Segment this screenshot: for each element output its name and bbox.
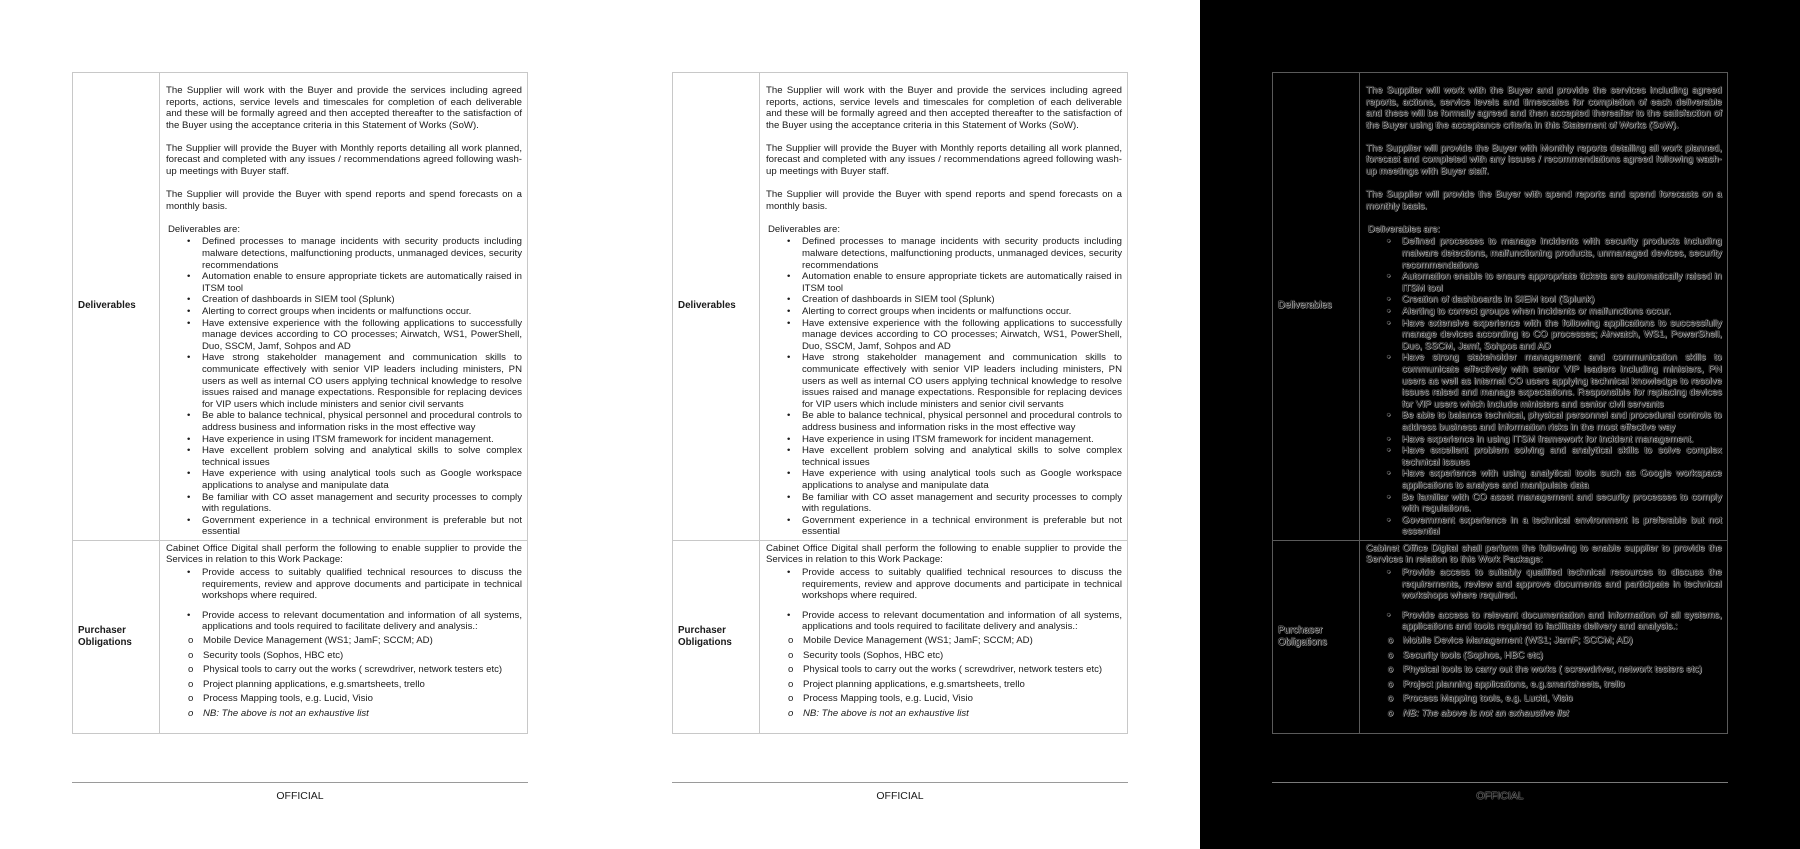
deliverable-item: • Government experience in a technical environment is preferable but not essential (786, 515, 1122, 538)
purchaser-item: • Provide access to suitably qualified technical resources to discuss the requirements, review and approve documents and participate in technical workshops where required. (786, 567, 1122, 602)
deliverable-item: • Alerting to correct groups when incidents or malfunctions occur. (786, 306, 1122, 318)
footer-classification: OFFICIAL (276, 790, 324, 802)
deliverable-item: • Have strong stakeholder management and communication skills to communicate effectively with senior VIP leaders including ministers, PN users as well as internal CO users applying technical knowledge to resolve issues raised and manage expectations. Responsible for replacing devices for VIP users which include ministers and senior civil servants (786, 352, 1122, 410)
deliverables-paragraph: The Supplier will provide the Buyer with spend reports and spend forecasts on a monthly basis. (166, 189, 522, 212)
purchaser-content (1360, 540, 1728, 733)
deliverable-item: • Have strong stakeholder management and communication skills to communicate effectively with senior VIP leaders including ministers, PN users as well as internal CO users applying technical knowledge to resolve issues raised and manage expectations. Responsible for replacing devices for VIP users which include ministers and senior civil servants (186, 352, 522, 410)
purchaser-item: • Provide access to suitably qualified technical resources to discuss the requirements, review and approve documents and participate in technical workshops where required. (1386, 567, 1722, 602)
footer-divider (672, 782, 1128, 783)
purchaser-subitem: o Mobile Device Management (WS1; JamF; SCCM; AD) (188, 635, 522, 647)
deliverable-item: • Be familiar with CO asset management and security processes to comply with regulations. (186, 492, 522, 515)
deliverable-item: • Be familiar with CO asset management and security processes to comply with regulations. (1386, 492, 1722, 515)
deliverable-item: • Have extensive experience with the following applications to successfully manage devices according to CO processes; Airwatch, WS1, PowerShell, Duo, SSCM, Jamf, Sohpos and AD (186, 318, 522, 353)
purchaser-item: • Provide access to suitably qualified technical resources to discuss the requirements, review and approve documents and participate in technical workshops where required. (186, 567, 522, 602)
deliverable-item: • Have excellent problem solving and analytical skills to solve complex technical issues (186, 445, 522, 468)
sow-table (1272, 72, 1728, 734)
deliverables-list (1386, 236, 1722, 537)
purchaser-subitem: o Process Mapping tools, e.g. Lucid, Visio (1388, 693, 1722, 705)
deliverable-item: • Have extensive experience with the following applications to successfully manage devices according to CO processes; Airwatch, WS1, PowerShell, Duo, SSCM, Jamf, Sohpos and AD (786, 318, 1122, 353)
deliverable-item: • Government experience in a technical environment is preferable but not essential (1386, 515, 1722, 538)
purchaser-item-text: Provide access to relevant documentation and information of all systems, applications and tools required to facilitate delivery and analysis.: (1402, 609, 1722, 633)
deliverable-item: • Have excellent problem solving and analytical skills to solve complex technical issues (1386, 445, 1722, 468)
purchaser-subitem-note: o NB: The above is not an exhaustive list (1388, 708, 1722, 720)
purchaser-sublist (1388, 635, 1722, 720)
purchaser-content (160, 540, 528, 733)
deliverables-paragraph: The Supplier will work with the Buyer and provide the services including agreed reports, actions, service levels and timescales for completion of each deliverable and these will be formally agreed and then accepted thereafter to the satisfaction of the Buyer using the acceptance criteria in this Statement of Works (SoW). (766, 85, 1122, 131)
purchaser-item (186, 610, 522, 633)
deliverable-item: • Defined processes to manage incidents with security products including malware detections, malfunctioning products, unmanaged devices, security recommendations (186, 236, 522, 271)
deliverables-row (73, 73, 528, 541)
deliverable-item: • Have experience with using analytical tools such as Google workspace applications to analyse and manipulate data (786, 468, 1122, 491)
purchaser-subitem: o Process Mapping tools, e.g. Lucid, Visio (788, 693, 1122, 705)
purchaser-subitem: o Process Mapping tools, e.g. Lucid, Visio (188, 693, 522, 705)
deliverable-item: • Be able to balance technical, physical personnel and procedural controls to address business and information risks in the most effective way (186, 410, 522, 433)
document-page-original (0, 0, 600, 849)
deliverables-list (786, 236, 1122, 537)
deliverables-content (160, 73, 528, 541)
deliverable-item: • Alerting to correct groups when incidents or malfunctions occur. (1386, 306, 1722, 318)
purchaser-subitem: o Project planning applications, e.g.smartsheets, trello (1388, 679, 1722, 691)
purchaser-label: Purchaser Obligations (1273, 540, 1360, 733)
deliverable-item: • Alerting to correct groups when incidents or malfunctions occur. (186, 306, 522, 318)
deliverable-item: • Have experience with using analytical tools such as Google workspace applications to analyse and manipulate data (186, 468, 522, 491)
purchaser-subitem: o Project planning applications, e.g.smartsheets, trello (788, 679, 1122, 691)
deliverable-item: • Defined processes to manage incidents with security products including malware detections, malfunctioning products, unmanaged devices, security recommendations (1386, 236, 1722, 271)
purchaser-item (1386, 610, 1722, 633)
deliverable-item: • Defined processes to manage incidents with security products including malware detections, malfunctioning products, unmanaged devices, security recommendations (786, 236, 1122, 271)
deliverable-item: • Creation of dashboards in SIEM tool (Splunk) (786, 294, 1122, 306)
purchaser-subitem: o Physical tools to carry out the works ( screwdriver, network testers etc) (788, 664, 1122, 676)
deliverable-item: • Creation of dashboards in SIEM tool (Splunk) (1386, 294, 1722, 306)
deliverables-heading: Deliverables are: (768, 223, 840, 235)
deliverables-heading: Deliverables are: (168, 223, 240, 235)
purchaser-content (760, 540, 1128, 733)
purchaser-subitem: o Project planning applications, e.g.smartsheets, trello (188, 679, 522, 691)
deliverables-label: Deliverables (1273, 73, 1360, 541)
deliverable-item: • Be able to balance technical, physical personnel and procedural controls to address business and information risks in the most effective way (1386, 410, 1722, 433)
deliverables-paragraph: The Supplier will provide the Buyer with Monthly reports detailing all work planned, forecast and completed with any issues / recommendations agreed following wash-up meetings with Buyer staff. (1366, 142, 1722, 178)
deliverables-paragraph: The Supplier will provide the Buyer with Monthly reports detailing all work planned, forecast and completed with any issues / recommendations agreed following wash-up meetings with Buyer staff. (166, 142, 522, 178)
deliverable-item: • Have experience with using analytical tools such as Google workspace applications to analyse and manipulate data (1386, 468, 1722, 491)
sow-table (672, 72, 1128, 734)
deliverables-row (1273, 73, 1728, 541)
purchaser-subitem: o Mobile Device Management (WS1; JamF; SCCM; AD) (788, 635, 1122, 647)
sow-table (72, 72, 528, 734)
purchaser-subitem: o Physical tools to carry out the works ( screwdriver, network testers etc) (188, 664, 522, 676)
purchaser-row (673, 540, 1128, 733)
deliverables-heading: Deliverables are: (1368, 223, 1440, 235)
document-page-edge-view (1200, 0, 1800, 849)
purchaser-list (786, 567, 1122, 633)
deliverables-paragraph: The Supplier will provide the Buyer with spend reports and spend forecasts on a monthly basis. (766, 189, 1122, 212)
purchaser-sublist (788, 635, 1122, 720)
purchaser-item (786, 610, 1122, 633)
deliverables-label: Deliverables (73, 73, 160, 541)
purchaser-list (186, 567, 522, 633)
purchaser-item-text: Provide access to relevant documentation and information of all systems, applications and tools required to facilitate delivery and analysis.: (202, 609, 522, 633)
purchaser-intro: Cabinet Office Digital shall perform the following to enable supplier to provide the Services in relation to this Work Package: (766, 542, 1122, 566)
footer-classification: OFFICIAL (1476, 790, 1524, 802)
deliverables-content (760, 73, 1128, 541)
purchaser-intro: Cabinet Office Digital shall perform the following to enable supplier to provide the Services in relation to this Work Package: (166, 542, 522, 566)
purchaser-subitem: o Physical tools to carry out the works ( screwdriver, network testers etc) (1388, 664, 1722, 676)
purchaser-list (1386, 567, 1722, 633)
deliverable-item: • Have excellent problem solving and analytical skills to solve complex technical issues (786, 445, 1122, 468)
document-page-copy (600, 0, 1200, 849)
deliverables-paragraph: The Supplier will provide the Buyer with spend reports and spend forecasts on a monthly basis. (1366, 189, 1722, 212)
purchaser-subitem-note: o NB: The above is not an exhaustive list (788, 708, 1122, 720)
deliverable-item: • Be able to balance technical, physical personnel and procedural controls to address business and information risks in the most effective way (786, 410, 1122, 433)
deliverable-item: • Have experience in using ITSM framework for incident management. (1386, 434, 1722, 446)
footer-classification: OFFICIAL (876, 790, 924, 802)
purchaser-label: Purchaser Obligations (73, 540, 160, 733)
deliverable-item: • Have experience in using ITSM framework for incident management. (186, 434, 522, 446)
purchaser-sublist (188, 635, 522, 720)
deliverable-item: • Have extensive experience with the following applications to successfully manage devices according to CO processes; Airwatch, WS1, PowerShell, Duo, SSCM, Jamf, Sohpos and AD (1386, 318, 1722, 353)
footer-divider (72, 782, 528, 783)
purchaser-subitem: o Security tools (Sophos, HBC etc) (188, 650, 522, 662)
footer-divider (1272, 782, 1728, 783)
deliverables-paragraph: The Supplier will work with the Buyer and provide the services including agreed reports, actions, service levels and timescales for completion of each deliverable and these will be formally agreed and then accepted thereafter to the satisfaction of the Buyer using the acceptance criteria in this Statement of Works (SoW). (1366, 85, 1722, 131)
deliverable-item: • Have experience in using ITSM framework for incident management. (786, 434, 1122, 446)
deliverable-item: • Have strong stakeholder management and communication skills to communicate effectively with senior VIP leaders including ministers, PN users as well as internal CO users applying technical knowledge to resolve issues raised and manage expectations. Responsible for replacing devices for VIP users which include ministers and senior civil servants (1386, 352, 1722, 410)
purchaser-label: Purchaser Obligations (673, 540, 760, 733)
deliverable-item: • Automation enable to ensure appropriate tickets are automatically raised in ITSM tool (186, 271, 522, 294)
deliverable-item: • Automation enable to ensure appropriate tickets are automatically raised in ITSM tool (786, 271, 1122, 294)
deliverable-item: • Automation enable to ensure appropriate tickets are automatically raised in ITSM tool (1386, 271, 1722, 294)
deliverables-content (1360, 73, 1728, 541)
deliverable-item: • Government experience in a technical environment is preferable but not essential (186, 515, 522, 538)
purchaser-row (1273, 540, 1728, 733)
purchaser-subitem-note: o NB: The above is not an exhaustive list (188, 708, 522, 720)
deliverables-paragraph: The Supplier will work with the Buyer and provide the services including agreed reports, actions, service levels and timescales for completion of each deliverable and these will be formally agreed and then accepted thereafter to the satisfaction of the Buyer using the acceptance criteria in this Statement of Works (SoW). (166, 85, 522, 131)
deliverable-item: • Be familiar with CO asset management and security processes to comply with regulations. (786, 492, 1122, 515)
purchaser-subitem: o Security tools (Sophos, HBC etc) (788, 650, 1122, 662)
deliverables-row (673, 73, 1128, 541)
deliverables-label: Deliverables (673, 73, 760, 541)
purchaser-item-text: Provide access to relevant documentation and information of all systems, applications and tools required to facilitate delivery and analysis.: (802, 609, 1122, 633)
purchaser-subitem: o Security tools (Sophos, HBC etc) (1388, 650, 1722, 662)
purchaser-row (73, 540, 528, 733)
deliverables-list (186, 236, 522, 537)
purchaser-subitem: o Mobile Device Management (WS1; JamF; SCCM; AD) (1388, 635, 1722, 647)
deliverables-paragraph: The Supplier will provide the Buyer with Monthly reports detailing all work planned, forecast and completed with any issues / recommendations agreed following wash-up meetings with Buyer staff. (766, 142, 1122, 178)
deliverable-item: • Creation of dashboards in SIEM tool (Splunk) (186, 294, 522, 306)
purchaser-intro: Cabinet Office Digital shall perform the following to enable supplier to provide the Services in relation to this Work Package: (1366, 542, 1722, 566)
